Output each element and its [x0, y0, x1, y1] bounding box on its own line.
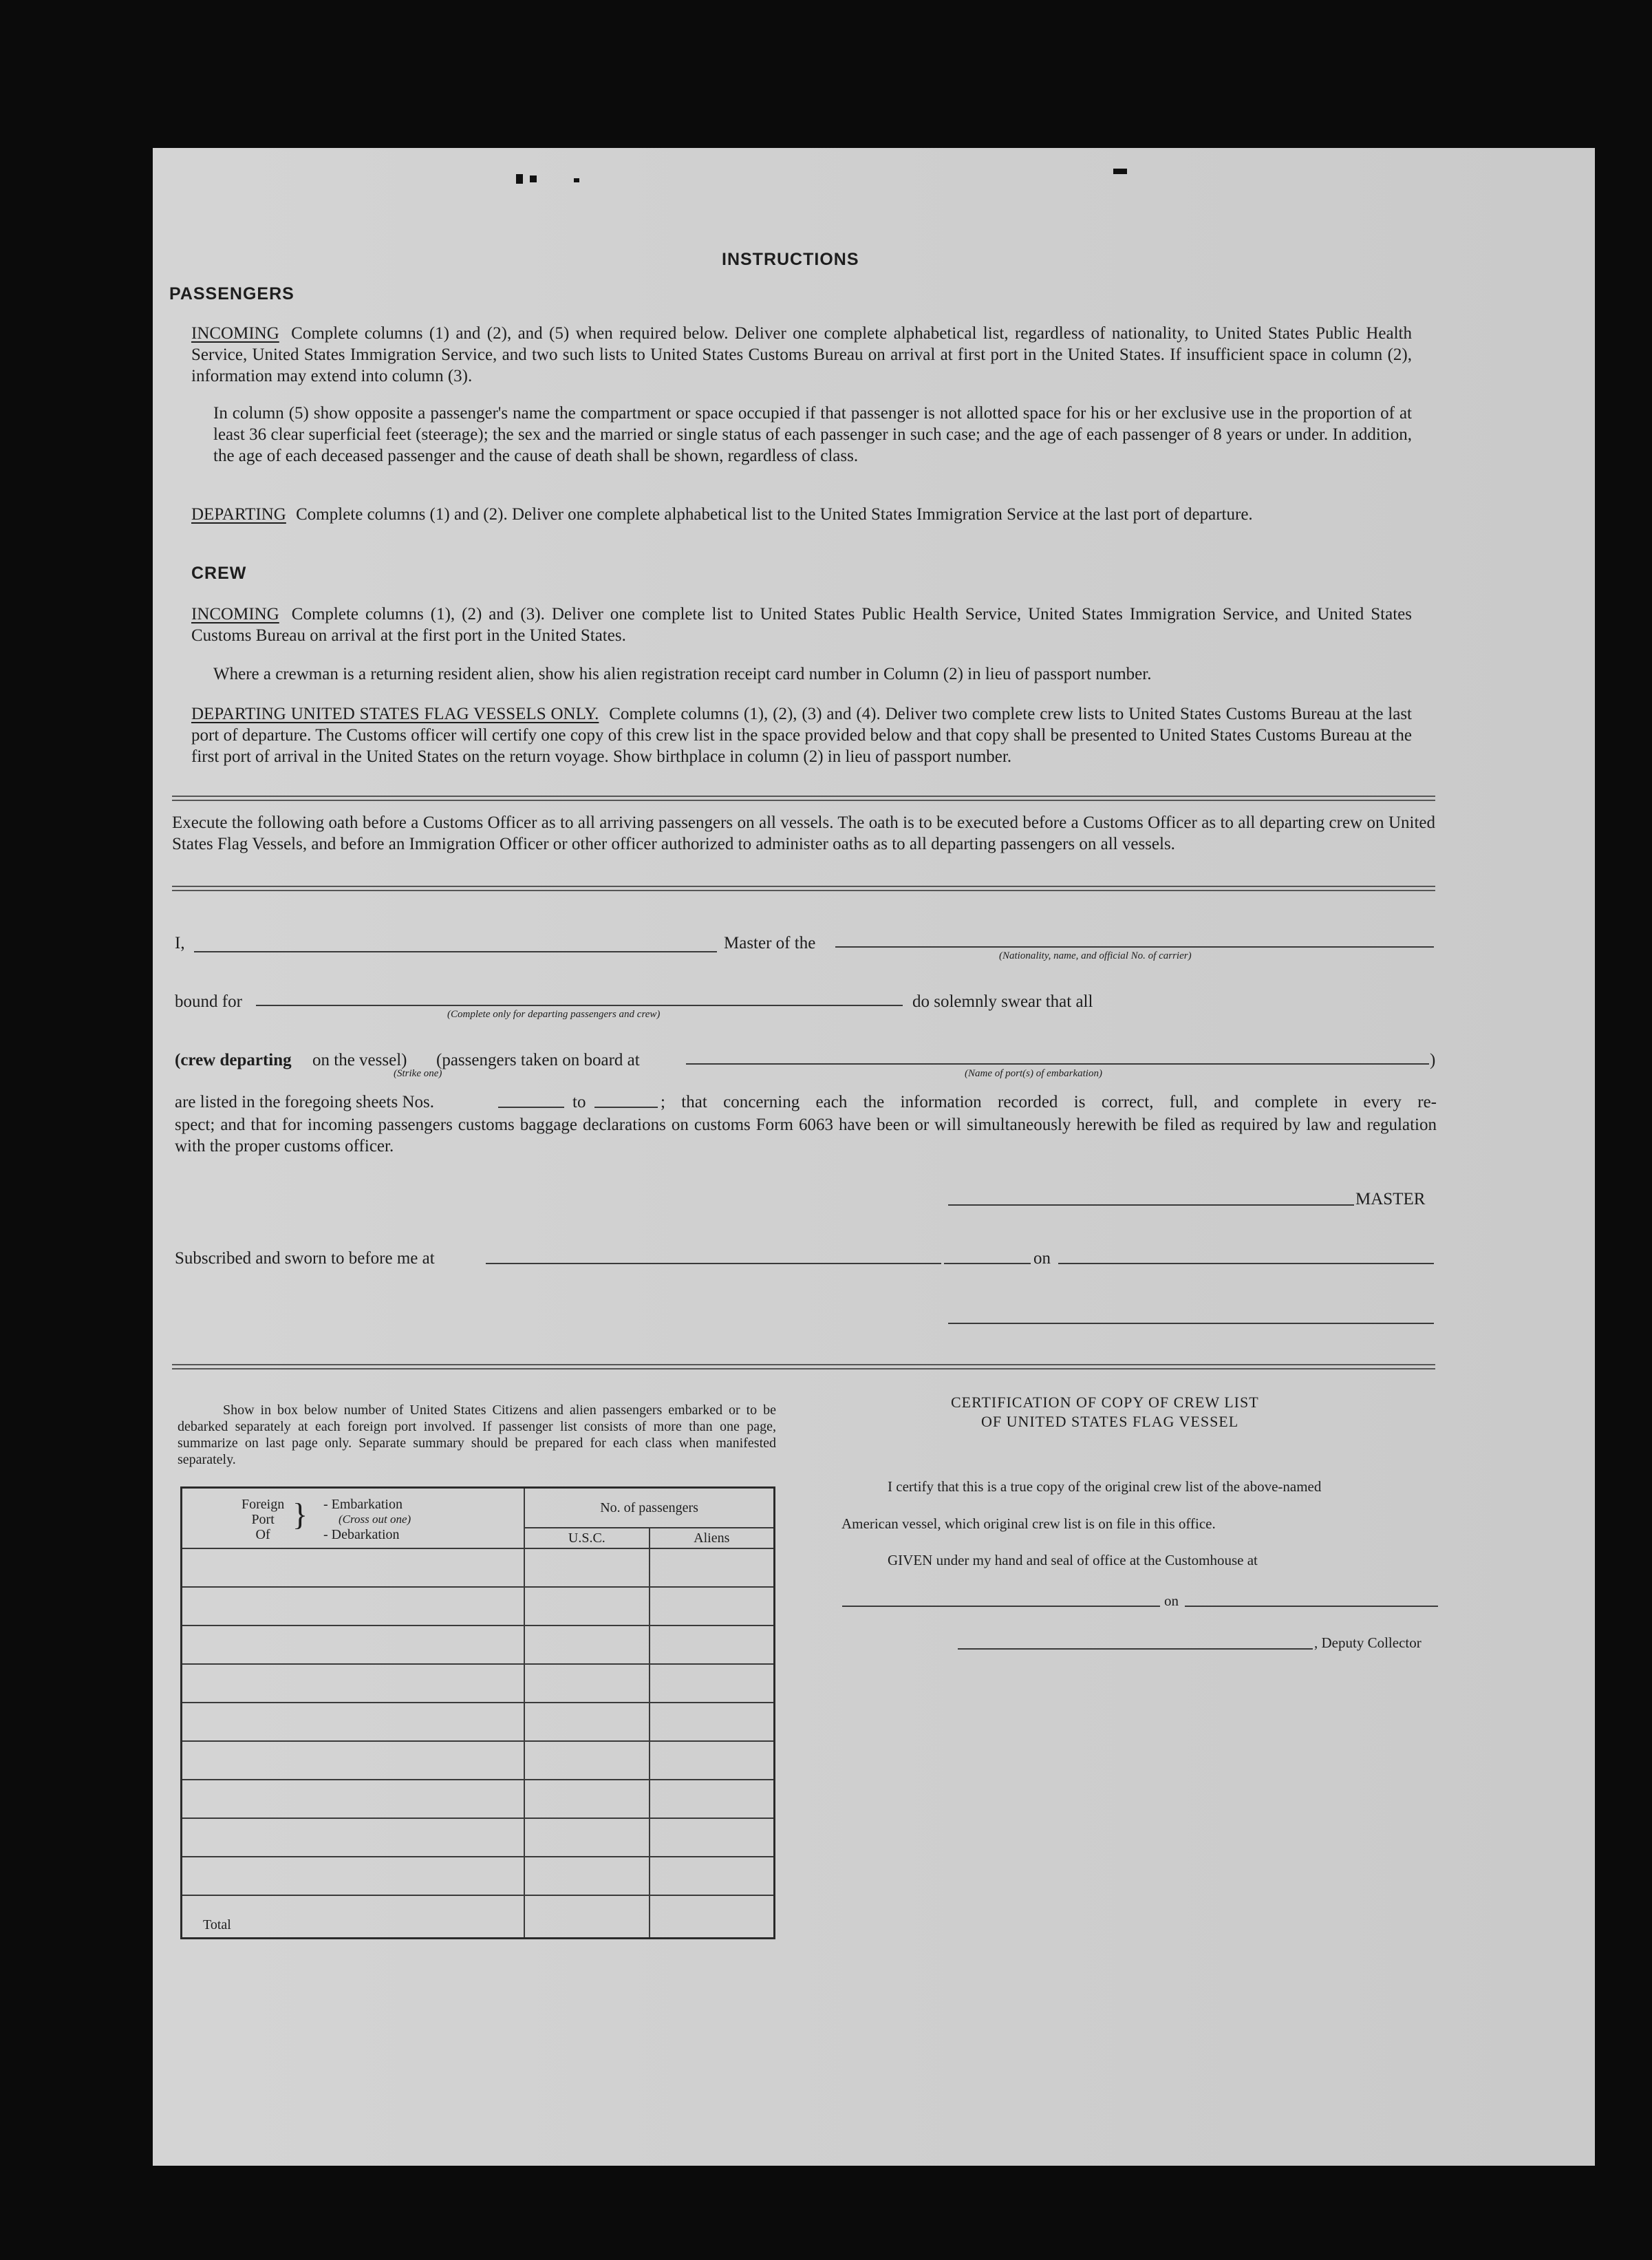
port-cell[interactable]: [182, 1703, 525, 1741]
bound-for-label: bound for: [175, 992, 242, 1011]
subscribed-date-field[interactable]: [1058, 1263, 1434, 1264]
scan-mark: [516, 174, 523, 184]
oath-intro: Execute the following oath before a Customs Officer as to all arriving passengers on all vessels. The oath is to be executed before a Customs Officer as to all departing crew on United States Flag Vessels, and before an Immigration Officer or other officer authorized to administer oaths as to all departing passengers on all vessels.: [172, 813, 1435, 853]
table-row: [182, 1625, 775, 1664]
cross-out-caption: (Cross out one): [339, 1513, 411, 1526]
complete-only-caption: (Complete only for departing passengers and crew): [447, 1009, 661, 1020]
port-cell[interactable]: [182, 1857, 525, 1895]
passengers-incoming-label: INCOMING: [191, 324, 279, 343]
usc-cell[interactable]: [524, 1664, 649, 1703]
passengers-departing-label: DEPARTING: [191, 505, 286, 524]
passengers-col5-text: In column (5) show opposite a passenger's name the compartment or space occupied if that passenger is not allotted space for his or her exclusive use in the proportion of at least 36 clear superficial feet (steerage); the sex and the married or single status of each passenger in such case; and the age of each passenger of 8 years or under. In addition, the age of each deceased passenger and the cause of death shall be shown, regardless of class.: [213, 404, 1412, 465]
port-cell[interactable]: [182, 1664, 525, 1703]
crew-incoming-label: INCOMING: [191, 605, 279, 623]
subscribed-extra-field[interactable]: [944, 1263, 1031, 1264]
aliens-cell[interactable]: [650, 1548, 775, 1587]
divider-2: [172, 886, 1435, 891]
of-label: Of: [255, 1527, 270, 1542]
master-name-field[interactable]: [194, 951, 717, 952]
ports-field[interactable]: [686, 1063, 1429, 1065]
crew-departing-label: DEPARTING UNITED STATES FLAG VESSELS ONLY.: [191, 705, 599, 723]
port-cell[interactable]: [182, 1818, 525, 1857]
no-of-passengers-header: No. of passengers: [524, 1488, 774, 1528]
form-page: [153, 148, 1595, 2166]
passengers-incoming-text: Complete columns (1) and (2), and (5) when required below. Deliver one complete alphabetical list, regardless of nationality, to United States Public Health Service, United States Immigration Service, and two such lists to United States Customs Bureau on arrival at first port in the United States. If insufficient space in column (2), information may extend into column (3).: [191, 324, 1412, 385]
passenger-summary-table: [180, 1486, 775, 1939]
aliens-header: Aliens: [650, 1528, 775, 1548]
subscribed-on-label: on: [1033, 1249, 1051, 1268]
close-paren: ): [1430, 1051, 1436, 1069]
table-row: [182, 1703, 775, 1741]
certification-line-1: I certify that this is a true copy of the original crew list of the above-named: [888, 1478, 1322, 1495]
brace-glyph: }: [292, 1497, 308, 1532]
table-row: [182, 1818, 775, 1857]
certification-date-field[interactable]: [1185, 1606, 1438, 1607]
divider-3: [172, 1364, 1435, 1369]
total-row: [182, 1895, 775, 1939]
crew-heading: CREW: [191, 564, 247, 583]
table-row: [182, 1780, 775, 1818]
crew-incoming-text: Complete columns (1), (2) and (3). Deliver one complete list to United States Public Health Service, United States Immigration Service, and United States Customs Bureau on arrival at the first port in the United States.: [191, 605, 1412, 645]
port-cell[interactable]: [182, 1587, 525, 1625]
crew-departing-text: Complete columns (1), (2), (3) and (4). Deliver two complete crew lists to United States Customs Bureau at the last port of departure. The Customs officer will certify one copy of this crew list in the space provided below and that copy shall be presented to United States Customs Bureau at the first port of arrival in the United States on the return voyage. Show birthplace in column (2) in lieu of passport number.: [191, 705, 1412, 766]
total-label: Total: [182, 1895, 525, 1939]
usc-cell[interactable]: [524, 1587, 649, 1625]
port-cell[interactable]: [182, 1741, 525, 1780]
page-title: INSTRUCTIONS: [722, 250, 859, 269]
passengers-taken-option[interactable]: (passengers taken on board at: [436, 1051, 640, 1069]
foreign-label: Foreign: [242, 1497, 285, 1512]
subscribed-place-field[interactable]: [486, 1263, 941, 1264]
aliens-cell[interactable]: [650, 1664, 775, 1703]
usc-cell[interactable]: [524, 1703, 649, 1741]
listed-rest-line-1: ; that concerning each the information recorded is correct, full, and complete in every re-: [661, 1093, 1437, 1111]
passengers-departing-block: [191, 504, 1412, 525]
usc-cell[interactable]: [524, 1857, 649, 1895]
swear-label: do solemnly swear that all: [912, 992, 1093, 1011]
aliens-cell[interactable]: [650, 1780, 775, 1818]
table-row: [182, 1587, 775, 1625]
strike-one-caption: (Strike one): [394, 1068, 442, 1079]
on-the-vessel-label: on the vessel): [312, 1051, 407, 1069]
usc-cell[interactable]: [524, 1625, 649, 1664]
foreign-port-header: [182, 1488, 525, 1549]
certification-on-label: on: [1164, 1592, 1179, 1609]
passengers-incoming-block: [191, 323, 1412, 387]
usc-header: U.S.C.: [524, 1528, 649, 1548]
aliens-cell[interactable]: [650, 1857, 775, 1895]
crew-departing-option[interactable]: (crew departing: [175, 1051, 292, 1069]
usc-cell[interactable]: [524, 1818, 649, 1857]
embarkation-label[interactable]: - Embarkation: [323, 1497, 403, 1512]
crew-alien-text: Where a crewman is a returning resident alien, show his alien registration receipt card number in Column (2) in lieu of passport number.: [213, 665, 1152, 683]
port-label: Port: [251, 1512, 275, 1527]
debarkation-label[interactable]: - Debarkation: [323, 1527, 400, 1542]
master-label: MASTER: [1355, 1190, 1426, 1208]
aliens-cell[interactable]: [650, 1741, 775, 1780]
subscribed-label: Subscribed and sworn to before me at: [175, 1249, 435, 1268]
port-cell[interactable]: [182, 1625, 525, 1664]
deputy-collector-signature-field[interactable]: [958, 1648, 1313, 1650]
listed-rest-line-2: spect; and that for incoming passengers customs baggage declarations on customs Form 6063 have been or will simultaneously herewith be filed as required by law and regulation with the proper customs officer.: [175, 1116, 1437, 1155]
officer-signature-field[interactable]: [948, 1323, 1434, 1324]
summary-note: Show in box below number of United States Citizens and alien passengers embarked or to be debarked separately at each foreign port involved. If passenger list consists of more than one page, summarize on last page only. Separate summary should be prepared for each class when manifested separately.: [178, 1403, 776, 1467]
master-of-the-label: Master of the: [724, 934, 816, 952]
deputy-collector-label: , Deputy Collector: [1314, 1634, 1422, 1651]
table-row: [182, 1664, 775, 1703]
oath-i-label: I,: [175, 934, 185, 952]
scan-mark: [530, 175, 537, 182]
port-cell[interactable]: [182, 1780, 525, 1818]
certification-title-2: OF UNITED STATES FLAG VESSEL: [981, 1413, 1239, 1430]
usc-cell[interactable]: [524, 1780, 649, 1818]
listed-in-sheets-label: are listed in the foregoing sheets Nos.: [175, 1093, 434, 1111]
port-cell[interactable]: [182, 1548, 525, 1587]
certification-title-1: CERTIFICATION OF COPY OF CREW LIST: [951, 1394, 1259, 1411]
divider-1: [172, 796, 1435, 801]
to-label: to: [572, 1093, 586, 1111]
aliens-cell[interactable]: [650, 1818, 775, 1857]
passengers-departing-text: Complete columns (1) and (2). Deliver one complete alphabetical list to the United States Immigration Service at the last port of departure.: [296, 505, 1253, 524]
usc-cell[interactable]: [524, 1741, 649, 1780]
sheet-to-field[interactable]: [594, 1107, 658, 1108]
crew-departing-block: [191, 703, 1412, 767]
table-header-row: [182, 1488, 775, 1528]
aliens-cell[interactable]: [650, 1625, 775, 1664]
scan-mark: [1113, 169, 1127, 174]
total-aliens-cell[interactable]: [650, 1895, 775, 1939]
usc-cell[interactable]: [524, 1548, 649, 1587]
scan-mark: [574, 178, 579, 182]
sheet-from-field[interactable]: [498, 1107, 564, 1108]
table-row: [182, 1548, 775, 1587]
passengers-heading: PASSENGERS: [169, 284, 294, 303]
certification-line-3: GIVEN under my hand and seal of office at the Customhouse at: [888, 1552, 1258, 1568]
aliens-cell[interactable]: [650, 1587, 775, 1625]
bound-for-field[interactable]: [256, 1005, 903, 1006]
table-row: [182, 1741, 775, 1780]
master-signature-field[interactable]: [948, 1204, 1354, 1206]
certification-line-2: American vessel, which original crew list is on file in this office.: [841, 1515, 1216, 1532]
nationality-caption: (Nationality, name, and official No. of carrier): [999, 950, 1192, 961]
total-usc-cell[interactable]: [524, 1895, 649, 1939]
table-row: [182, 1857, 775, 1895]
ports-caption: (Name of port(s) of embarkation): [965, 1068, 1102, 1079]
customhouse-field[interactable]: [842, 1606, 1160, 1607]
carrier-field[interactable]: [835, 946, 1434, 948]
aliens-cell[interactable]: [650, 1703, 775, 1741]
crew-incoming-block: [191, 604, 1412, 646]
